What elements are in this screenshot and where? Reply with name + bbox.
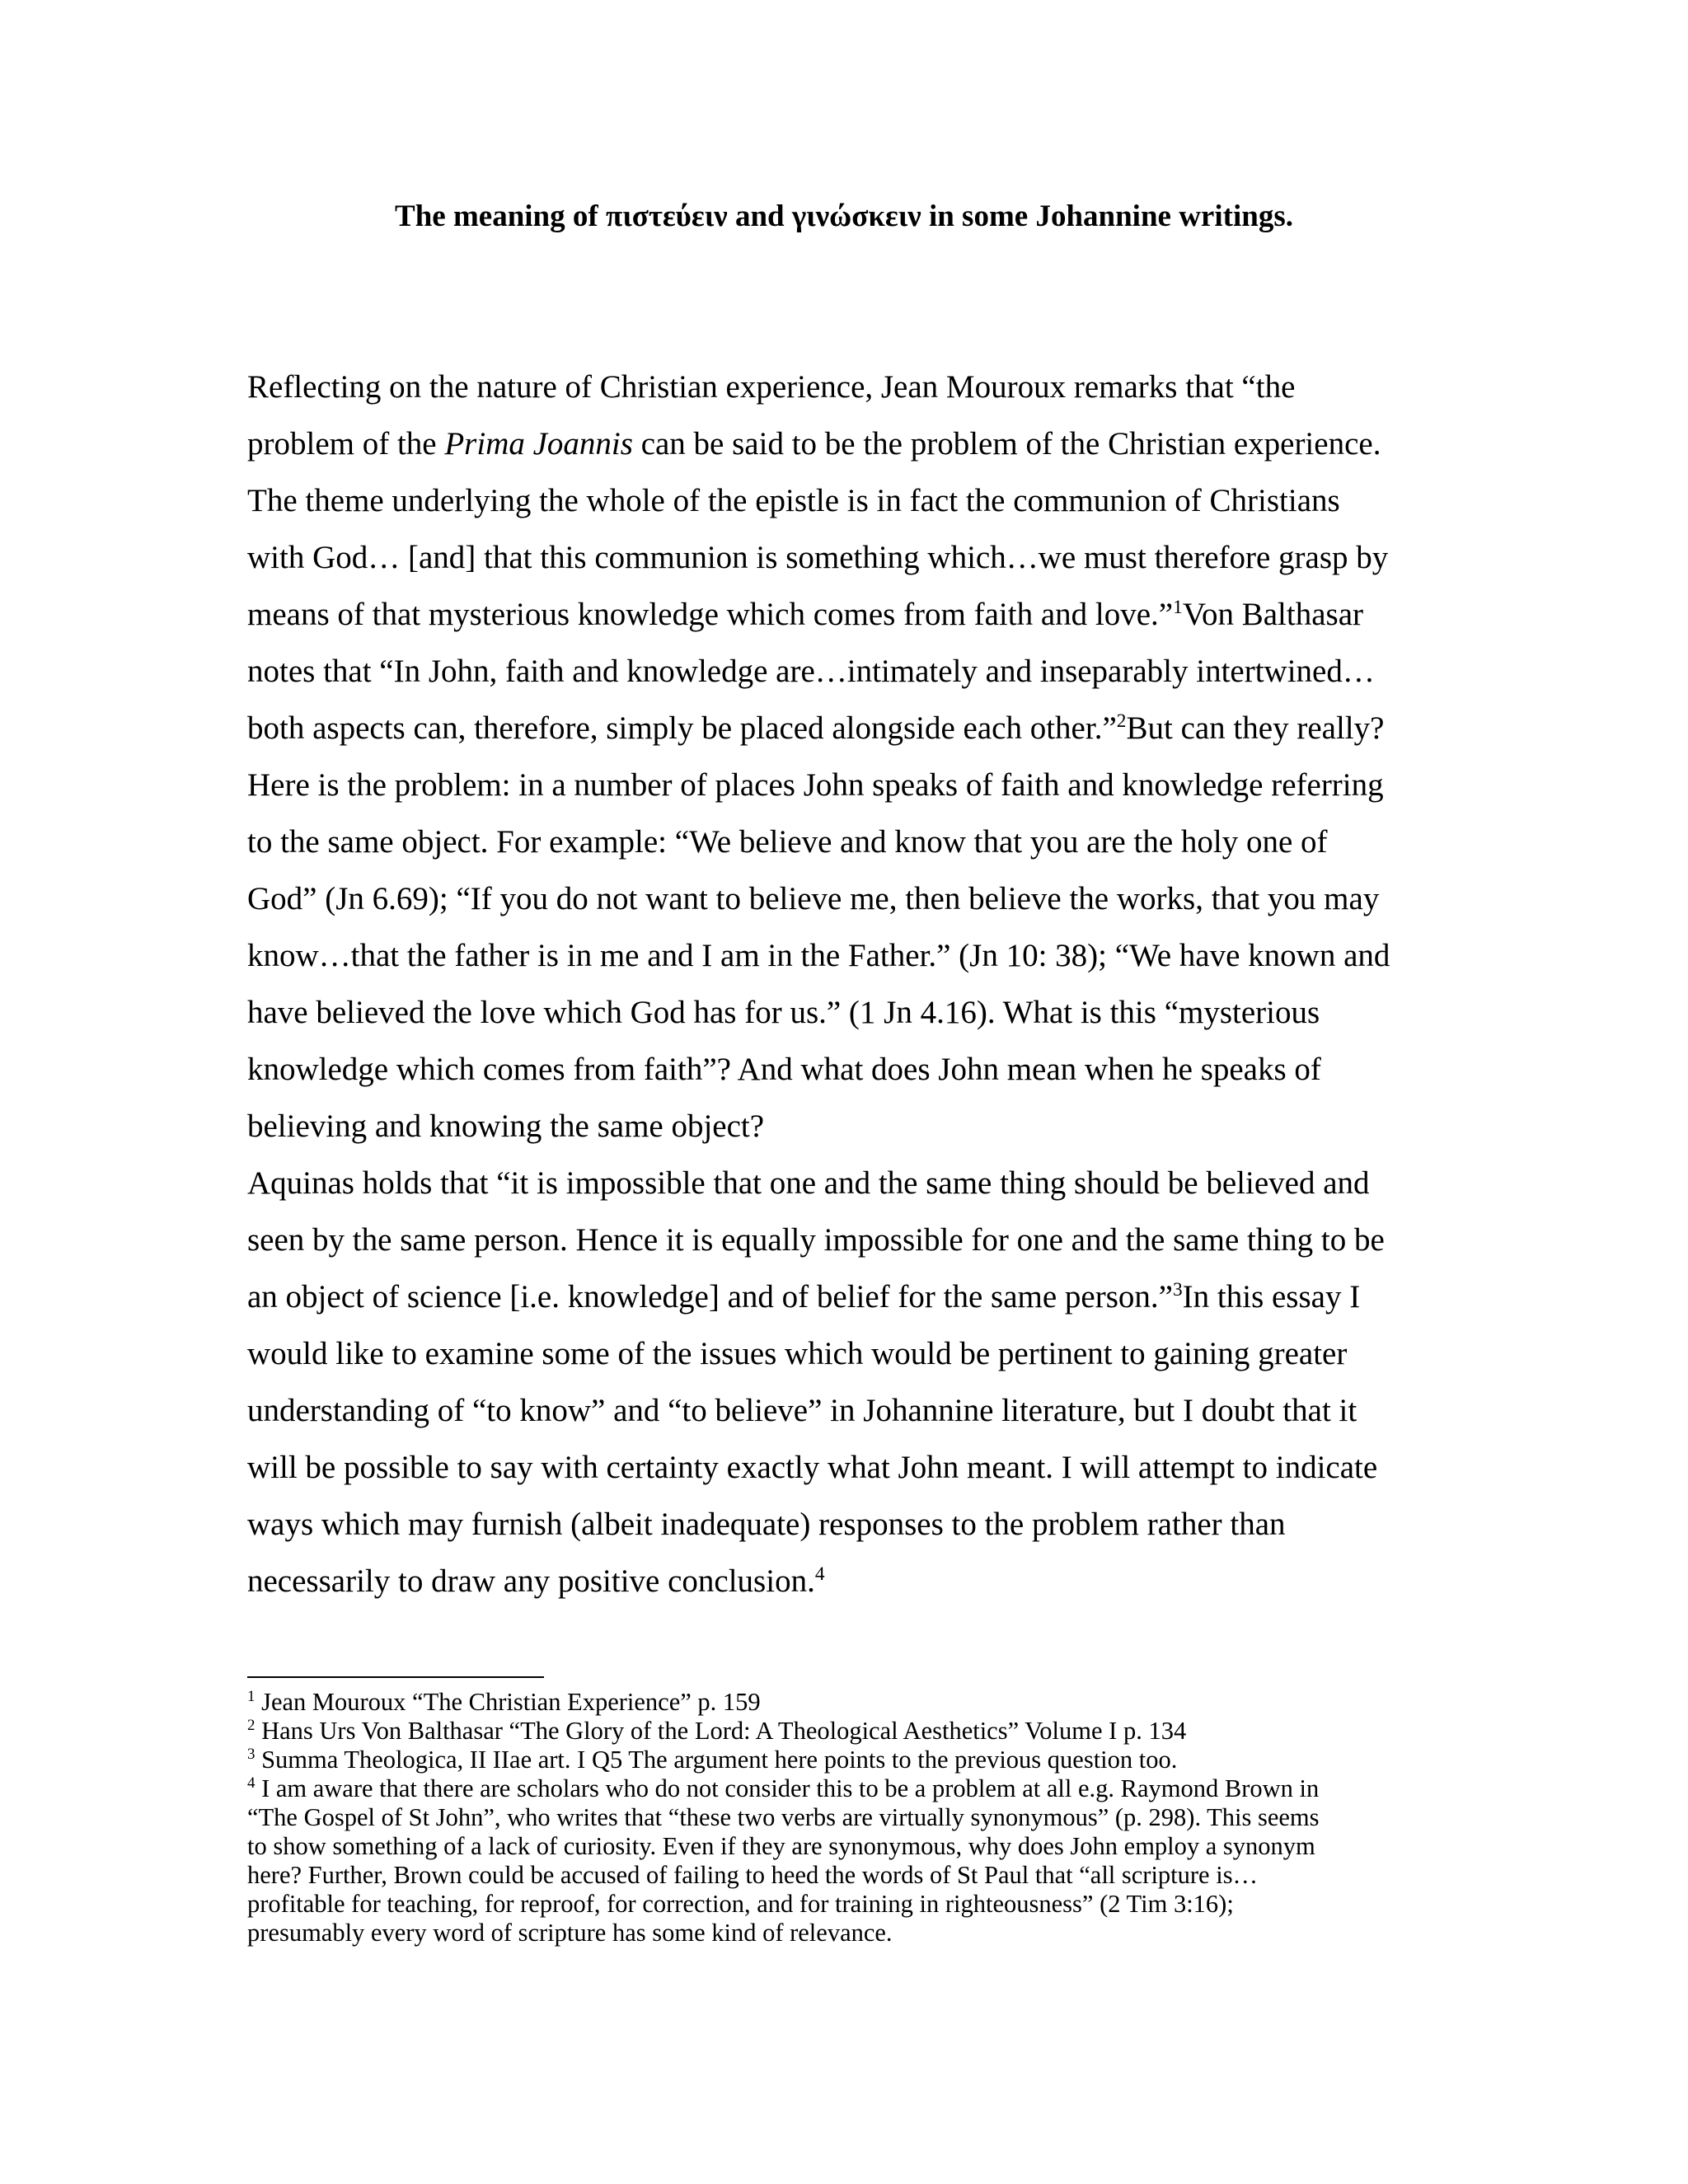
body-line: Reflecting on the nature of Christian experience, Jean Mouroux remarks that “the: [247, 369, 1296, 405]
body-line: [247, 700, 1434, 757]
body-line: [247, 586, 1434, 643]
italic-title-prima-joannis: Prima Joannis: [444, 426, 633, 462]
footnote-1: [247, 1688, 1434, 1717]
footnote-4-line: presumably every word of scripture has some kind of relevance.: [247, 1919, 893, 1947]
footnote-text: Summa Theologica, II IIae art. I Q5 The argument here points to the previous question too.: [255, 1746, 1178, 1774]
footnote-4-line: to show something of a lack of curiosity. Even if they are synonymous, why does John employ a synonym: [247, 1832, 1315, 1860]
body-text-run: means of that mysterious knowledge which comes from faith and love.”: [247, 597, 1174, 632]
footnote-separator: [247, 1676, 544, 1678]
footnote-3: [247, 1746, 1434, 1774]
body-line: seen by the same person. Hence it is equally impossible for one and the same thing to be: [247, 1222, 1385, 1258]
body-line: [247, 1268, 1434, 1325]
body-line: Aquinas holds that “it is impossible that one and the same thing should be believed and: [247, 1165, 1370, 1201]
body-line: [247, 1553, 1434, 1610]
body-text-run: an object of science [i.e. knowledge] and of belief for the same person.”: [247, 1279, 1173, 1315]
body-line: will be possible to say with certainty exactly what John meant. I will attempt to indicate: [247, 1450, 1378, 1485]
body-line: The theme underlying the whole of the epistle is in fact the communion of Christians: [247, 483, 1340, 518]
body-line: notes that “In John, faith and knowledge are…intimately and inseparably intertwined…: [247, 654, 1375, 689]
title-suffix: in some Johannine writings.: [921, 199, 1293, 233]
footnote-text: Jean Mouroux “The Christian Experience” p. 159: [255, 1688, 761, 1716]
footnote-ref-1[interactable]: 1: [1173, 597, 1183, 618]
body-text-run: But can they really?: [1126, 710, 1385, 746]
title-greek-ginoskein: γινώσκειν: [791, 199, 921, 233]
footnote-number: 2: [247, 1716, 256, 1734]
body-line: believing and knowing the same object?: [247, 1108, 765, 1144]
body-line: knowledge which comes from faith”? And what does John mean when he speaks of: [247, 1052, 1321, 1087]
title-greek-pisteuein: πιστεύειν: [605, 199, 728, 233]
footnotes: [247, 1688, 1434, 1947]
body-line: [247, 415, 1434, 472]
footnote-text: I am aware that there are scholars who do not consider this to be a problem at all e.g. Raymond Brown in: [255, 1774, 1320, 1802]
footnote-ref-3[interactable]: 3: [1172, 1279, 1183, 1301]
footnote-text: Hans Urs Von Balthasar “The Glory of the Lord: A Theological Aesthetics” Volume I p. 134: [255, 1717, 1187, 1745]
body-line: God” (Jn 6.69); “If you do not want to believe me, then believe the works, that you may: [247, 881, 1380, 916]
body-line: ways which may furnish (albeit inadequate) responses to the problem rather than: [247, 1507, 1286, 1542]
body-text: [247, 359, 1434, 1610]
footnote-number: 1: [247, 1687, 256, 1705]
body-text-run: necessarily to draw any positive conclusion.: [247, 1563, 815, 1599]
body-line: to the same object. For example: “We believe and know that you are the holy one of: [247, 824, 1328, 860]
body-line: understanding of “to know” and “to believe” in Johannine literature, but I doubt that it: [247, 1393, 1357, 1428]
body-text-run: both aspects can, therefore, simply be placed alongside each other.”: [247, 710, 1117, 746]
title-prefix: The meaning of: [395, 199, 606, 233]
title-mid: and: [727, 199, 792, 233]
footnote-2: [247, 1717, 1434, 1746]
body-line: have believed the love which God has for us.” (1 Jn 4.16). What is this “mysterious: [247, 995, 1320, 1030]
body-line: Here is the problem: in a number of places John speaks of faith and knowledge referring: [247, 767, 1384, 803]
footnote-4-line: here? Further, Brown could be accused of failing to heed the words of St Paul that “all scripture is…: [247, 1861, 1259, 1889]
page-title: [0, 196, 1688, 237]
footnote-number: 3: [247, 1745, 256, 1763]
footnote-ref-4[interactable]: 4: [814, 1563, 825, 1585]
footnote-4-line: profitable for teaching, for reproof, for correction, and for training in righteousness” (2 Tim 3:16);: [247, 1890, 1234, 1918]
body-line: would like to examine some of the issues which would be pertinent to gaining greater: [247, 1336, 1348, 1371]
body-line: know…that the father is in me and I am in the Father.” (Jn 10: 38); “We have known and: [247, 938, 1390, 973]
body-text-run: problem of the: [247, 426, 445, 462]
body-text-run: In this essay I: [1182, 1279, 1361, 1315]
footnote-ref-2[interactable]: 2: [1116, 710, 1127, 732]
body-text-run: can be said to be the problem of the Christian experience.: [632, 426, 1381, 462]
footnote-4: [247, 1774, 1434, 1803]
body-text-run: Von Balthasar: [1182, 597, 1363, 632]
body-line: with God… [and] that this communion is something which…we must therefore grasp by: [247, 540, 1389, 575]
footnote-number: 4: [247, 1774, 256, 1792]
footnote-4-line: “The Gospel of St John”, who writes that “these two verbs are virtually synonymous” (p. 298). This seems: [247, 1803, 1320, 1831]
